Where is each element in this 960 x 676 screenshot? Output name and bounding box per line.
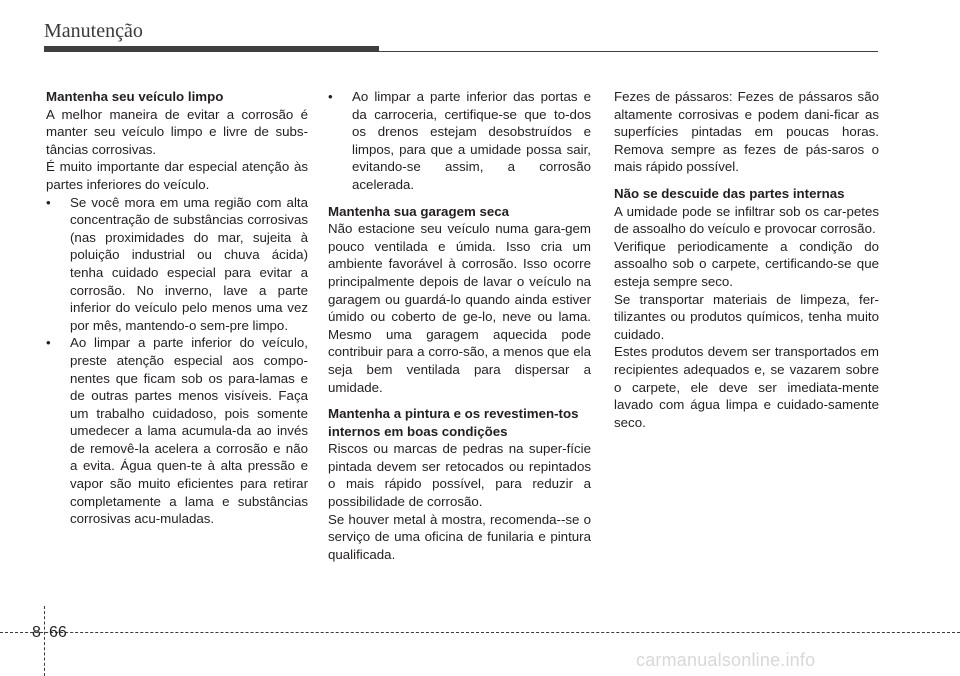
list-item <box>46 194 308 335</box>
bullet-icon: • <box>46 335 51 351</box>
section-heading: Mantenha sua garagem seca <box>328 203 510 219</box>
section-heading: Não se descuide das partes internas <box>614 185 845 201</box>
paragraph: A umidade pode se infiltrar sob os car-petes de assoalho do veículo e provocar corrosão. <box>614 203 879 237</box>
bullet-list <box>46 194 308 528</box>
footer-rule <box>0 632 960 633</box>
list-item-text: Ao limpar a parte inferior das portas e da carroceria, certifique-se que to-dos os drenos estejam desobstruídos e limpos, para que a umidade possa sair, evitando-se assim, a corrosão acelerada. <box>352 89 591 192</box>
paragraph: Fezes de pássaros: Fezes de pássaros são altamente corrosivas e podem dani-ficar as superfícies pintadas em poucas horas. Remova sempre as fezes de pás-saros o mais rápido possível. <box>614 89 879 175</box>
paragraph: Se houver metal à mostra, recomenda--se o serviço de uma oficina de funilaria e pintura qualificada. <box>328 511 591 562</box>
paragraph: Não estacione seu veículo numa gara-gem pouco ventilada e úmida. Isso cria um ambiente favorável à corrosão. Isso ocorre principalmente depois de lavar o veículo na garagem ou guardá-lo quando ainda estiver úmido ou coberto de ge-lo, neve ou lama. Mesmo uma garagem aquecida pode contribuir para a corro-são, a menos que ela seja bem ventilada para dispersar a umidade. <box>328 221 591 395</box>
section-number: 8 <box>32 624 41 641</box>
bullet-list <box>328 88 591 194</box>
bullet-icon: • <box>328 89 333 104</box>
list-item-text: Ao limpar a parte inferior do veículo, preste atenção especial aos compo-nentes que ficam sob os para-lamas e de outras partes menos visíveis. Faça um trabalho cuidadoso, pois somente umedecer a lama acumula-da ao invés de removê-la acelera a corrosão e não a evita. Água quen-te à alta pressão e vapor são muito eficientes para retirar completamente a lama e substâncias corrosivas acu-muladas. <box>70 335 308 527</box>
section-heading: Mantenha a pintura e os revestimen-tos internos em boas condições <box>328 406 579 439</box>
section-heading: Mantenha seu veículo limpo <box>46 89 224 104</box>
paragraph: Riscos ou marcas de pedras na super-fície pintada devem ser retocados ou repintados o mais rápido possível, para reduzir a possibilidade de corrosão. <box>328 441 591 510</box>
paragraph: Estes produtos devem ser transportados em recipientes adequados e, se vazarem sobre o carpete, ele deve ser imediata-mente lavado com água limpa e cuidado-samente seco. <box>614 344 879 430</box>
list-item-text: Se você mora em uma região com alta concentração de substâncias corrosivas (nas proximidades do mar, sujeita à poluição industrial ou chuva ácida) tenha cuidado especial para evitar a corrosão. No inverno, lave a parte inferior do veículo pelo menos uma vez por mês, mantendo-o sem-pre limpo. <box>70 194 308 333</box>
paragraph: É muito importante dar especial atenção às partes inferiores do veículo. <box>46 159 308 192</box>
paragraph: Se transportar materiais de limpeza, fer-tilizantes ou produtos químicos, tenha muito cuidado. <box>614 291 879 342</box>
paragraph: Verifique periodicamente a condição do assoalho sob o carpete, certificando-se que esteja sempre seco. <box>614 238 879 289</box>
column-right <box>614 88 879 431</box>
header-rule <box>379 51 878 52</box>
page-header-title: Manutenção <box>44 20 143 42</box>
footer-divider <box>44 606 45 676</box>
page-number: 66 <box>49 624 67 641</box>
list-item <box>328 88 591 194</box>
column-left <box>46 88 308 528</box>
bullet-icon: • <box>46 194 51 210</box>
paragraph: A melhor maneira de evitar a corrosão é manter seu veículo limpo e livre de subs-tâncias corrosivas. <box>46 106 308 157</box>
column-middle <box>328 88 591 563</box>
watermark: carmanualsonline.info <box>636 650 816 670</box>
list-item <box>46 334 308 528</box>
header-accent-bar <box>44 46 379 52</box>
